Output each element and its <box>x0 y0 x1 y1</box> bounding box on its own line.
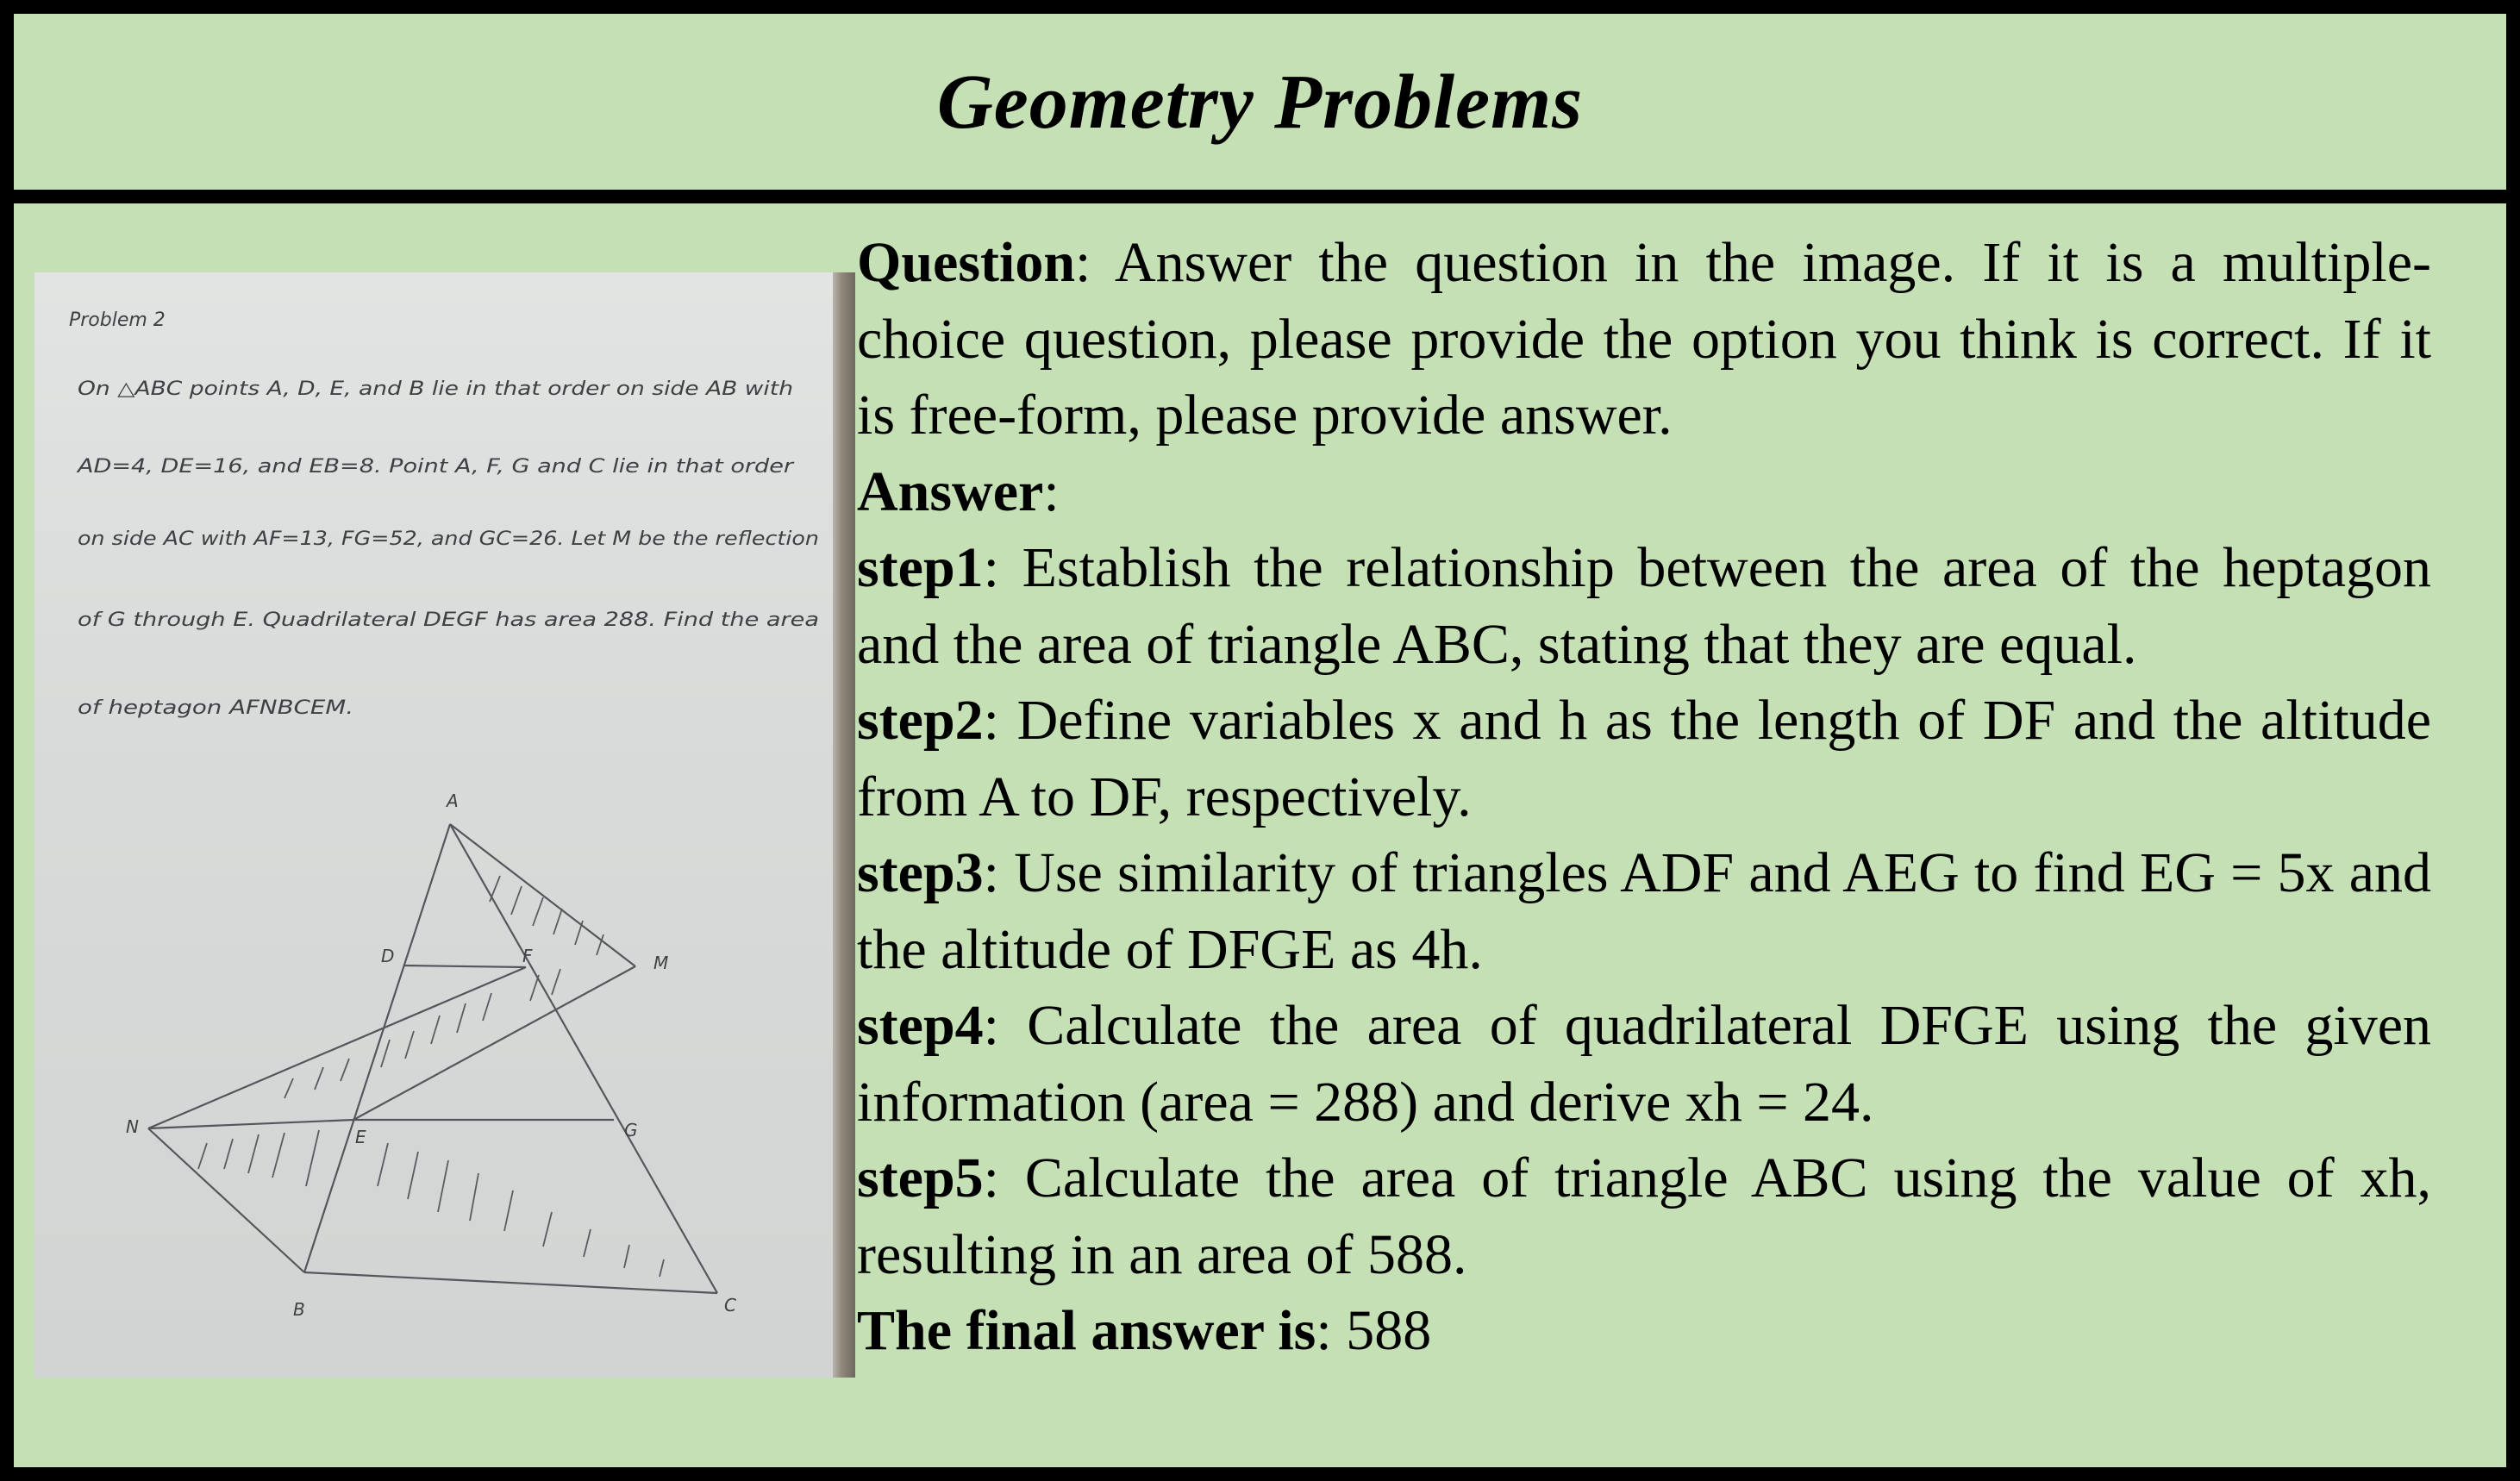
label-C: C <box>724 1295 736 1315</box>
step-text: Calculate the area of triangle ABC using the value of xh, resulting in an area of 588. <box>857 1147 2432 1286</box>
step-label: step4 <box>857 994 984 1057</box>
handwritten-problem <box>34 272 845 1378</box>
label-N: N <box>126 1116 139 1137</box>
segment-NF <box>148 967 526 1128</box>
step-paragraph: step4: Calculate the area of quadrilateral DFGE using the given information (area = 288) and derive xh = 24. <box>857 994 2431 1134</box>
problem-line: On △ABC points A, D, E, and B lie in that order on side AB with <box>78 378 793 400</box>
qa-text <box>857 225 2431 1370</box>
segment-AM <box>450 824 635 966</box>
problem-line: of heptagon AFNBCEM. <box>78 697 353 719</box>
step-label: step5 <box>857 1147 984 1209</box>
question-text: Answer the question in the image. If it is a multiple-choice question, please provide the option you think is correct. If it is free-form, please provide answer. <box>857 231 2431 447</box>
step-text: Calculate the area of quadrilateral DFGE using the given information (area = 288) and derive xh = 24. <box>857 994 2431 1134</box>
label-F: F <box>522 946 533 966</box>
label-B: B <box>293 1299 305 1320</box>
step-paragraph: step5: Calculate the area of triangle ABC using the value of xh, resulting in an area of 588. <box>857 1147 2432 1286</box>
segment-AC <box>450 824 717 1293</box>
step-label: step1 <box>857 536 984 599</box>
step-label: step2 <box>857 689 984 752</box>
problem-photo <box>34 272 845 1378</box>
segment-BC <box>304 1272 717 1293</box>
step-text: Establish the relationship between the area of the heptagon and the area of triangle ABC, stating that they are equal. <box>857 536 2431 676</box>
header-bar <box>14 14 2506 190</box>
label-M: M <box>653 953 669 973</box>
step-paragraph: step1: Establish the relationship between the area of the heptagon and the area of triangle ABC, stating that they are equal. <box>857 536 2431 676</box>
step-label: step3 <box>857 841 984 904</box>
answer-heading: Answer: <box>857 459 1060 523</box>
question-paragraph: Question: Answer the question in the image. If it is a multiple-choice question, please provide the option you think is correct. If it is free-form, please provide answer. <box>857 231 2431 447</box>
step-text: Define variables x and h as the length of DF and the altitude from A to DF, respectively. <box>857 689 2431 828</box>
segment-DF <box>403 965 526 967</box>
content-panel <box>14 203 2506 1467</box>
segment-NE <box>148 1120 353 1128</box>
problem-title: Problem 2 <box>69 309 166 331</box>
problem-line: AD=4, DE=16, and EB=8. Point A, F, G and C lie in that order <box>75 456 796 478</box>
problem-line: on side AC with AF=13, FG=52, and GC=26. Let M be the reflection <box>78 528 819 550</box>
label-D: D <box>381 946 395 966</box>
step-paragraph: step3: Use similarity of triangles ADF and AEG to find EG = 5x and the altitude of DFGE as 4h. <box>857 841 2431 981</box>
point-labels <box>126 790 736 1320</box>
page-title: Geometry Problems <box>936 59 1584 145</box>
question-label: Question <box>857 231 1076 294</box>
geometry-diagram <box>148 824 717 1293</box>
final-answer-value: 588 <box>1346 1299 1432 1362</box>
label-E: E <box>355 1127 366 1147</box>
segment-NB <box>148 1128 304 1272</box>
final-answer-label: The final answer is <box>857 1299 1316 1362</box>
answer-label: Answer <box>857 459 1044 523</box>
step-paragraph: step2: Define variables x and h as the length of DF and the altitude from A to DF, respectively. <box>857 689 2431 828</box>
label-G: G <box>624 1120 638 1140</box>
problem-line: of G through E. Quadrilateral DEGF has area 288. Find the area <box>78 609 819 631</box>
final-answer: The final answer is: 588 <box>857 1299 1432 1362</box>
segment-AB <box>304 824 450 1272</box>
label-A: A <box>447 790 459 811</box>
step-text: Use similarity of triangles ADF and AEG to find EG = 5x and the altitude of DFGE as 4h. <box>857 841 2431 981</box>
